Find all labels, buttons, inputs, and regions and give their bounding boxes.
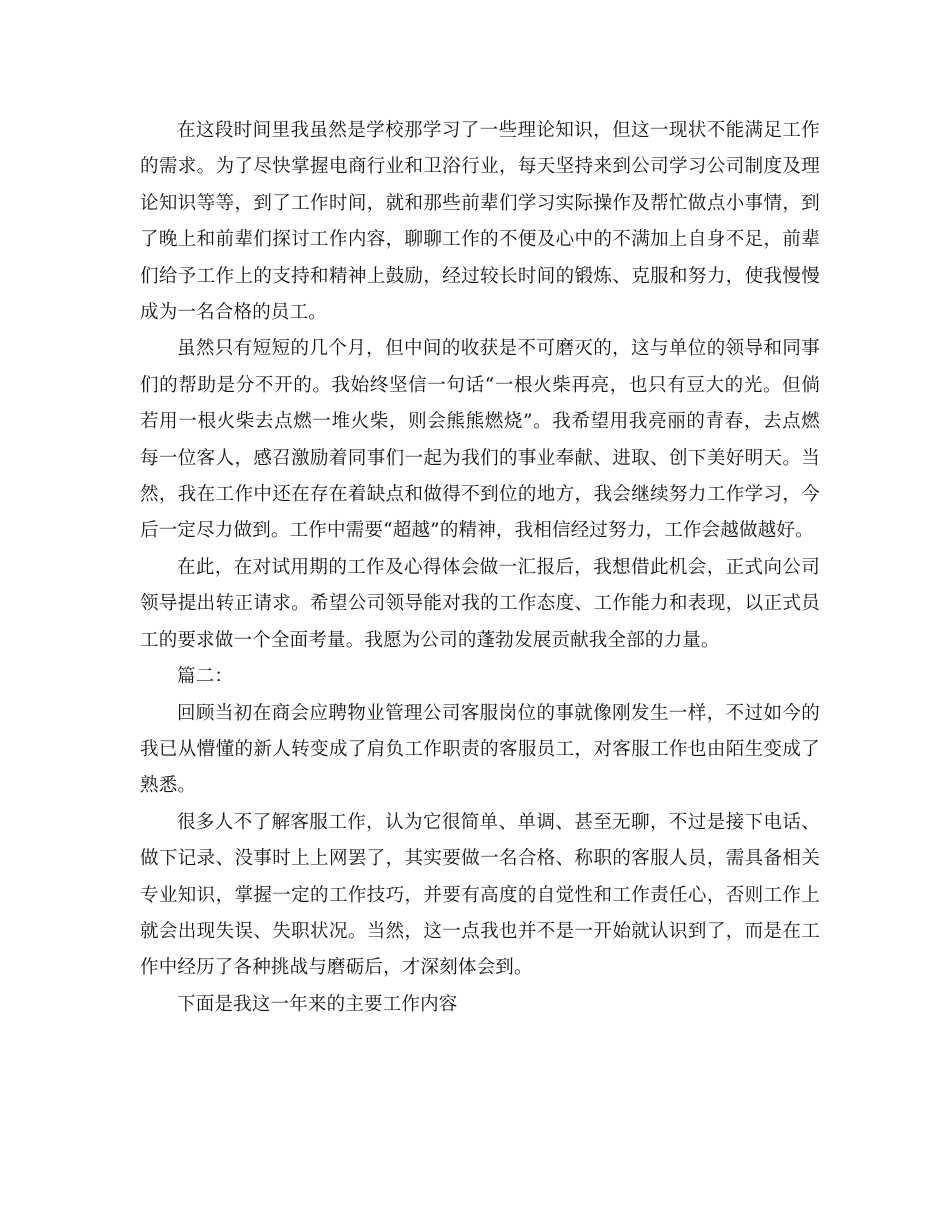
paragraph-3: 在此，在对试用期的工作及心得体会做一汇报后，我想借此机会，正式向公司领导提出转正请求。希望公司领导能对我的工作态度、工作能力和表现，以正式员工的要求做一个全面考量。我愿为公司的蓬勃发展贡献我全部的力量。: [140, 556, 820, 651]
document-body: [140, 113, 820, 1023]
paragraph-6: 下面是我这一年来的主要工作内容: [177, 993, 458, 1015]
paragraph-4: 回顾当初在商会应聘物业管理公司客服岗位的事就像刚发生一样，不过如今的我已从懵懂的新人转变成了肩负工作职责的客服员工，对客服工作也由陌生变成了熟悉。: [140, 702, 820, 797]
paragraph-5: 很多人不了解客服工作，认为它很简单、单调、甚至无聊，不过是接下电话、做下记录、没事时上上网罢了，其实要做一名合格、称职的客服人员，需具备相关专业知识，掌握一定的工作技巧，并要有高度的自觉性和工作责任心，否则工作上就会出现失误、失职状况。当然，这一点我也并不是一开始就认识到了，而是在工作中经历了各种挑战与磨砺后，才深刻体会到。: [140, 811, 820, 979]
paragraph-2: 虽然只有短短的几个月，但中间的收获是不可磨灭的，这与单位的领导和同事们的帮助是分不开的。我始终坚信一句话“一根火柴再亮，也只有豆大的光。但倘若用一根火柴去点燃一堆火柴，则会熊熊燃烧”。我希望用我亮丽的青春，去点燃每一位客人，感召激励着同事们一起为我们的事业奉献、进取、创下美好明天。当然，我在工作中还在存在着缺点和做得不到位的地方，我会继续努力工作学习，今后一定尽力做到。工作中需要“超越”的精神，我相信经过努力，工作会越做越好。: [140, 338, 820, 542]
paragraph-1: 在这段时间里我虽然是学校那学习了一些理论知识，但这一现状不能满足工作的需求。为了尽快掌握电商行业和卫浴行业，每天坚持来到公司学习公司制度及理论知识等等，到了工作时间，就和那些前辈们学习实际操作及帮忙做点小事情，到了晚上和前辈们探讨工作内容，聊聊工作的不便及心中的不满加上自身不足，前辈们给予工作上的支持和精神上鼓励，经过较长时间的锻炼、克服和努力，使我慢慢成为一名合格的员工。: [140, 120, 820, 324]
section-heading: 篇二：: [177, 666, 234, 688]
